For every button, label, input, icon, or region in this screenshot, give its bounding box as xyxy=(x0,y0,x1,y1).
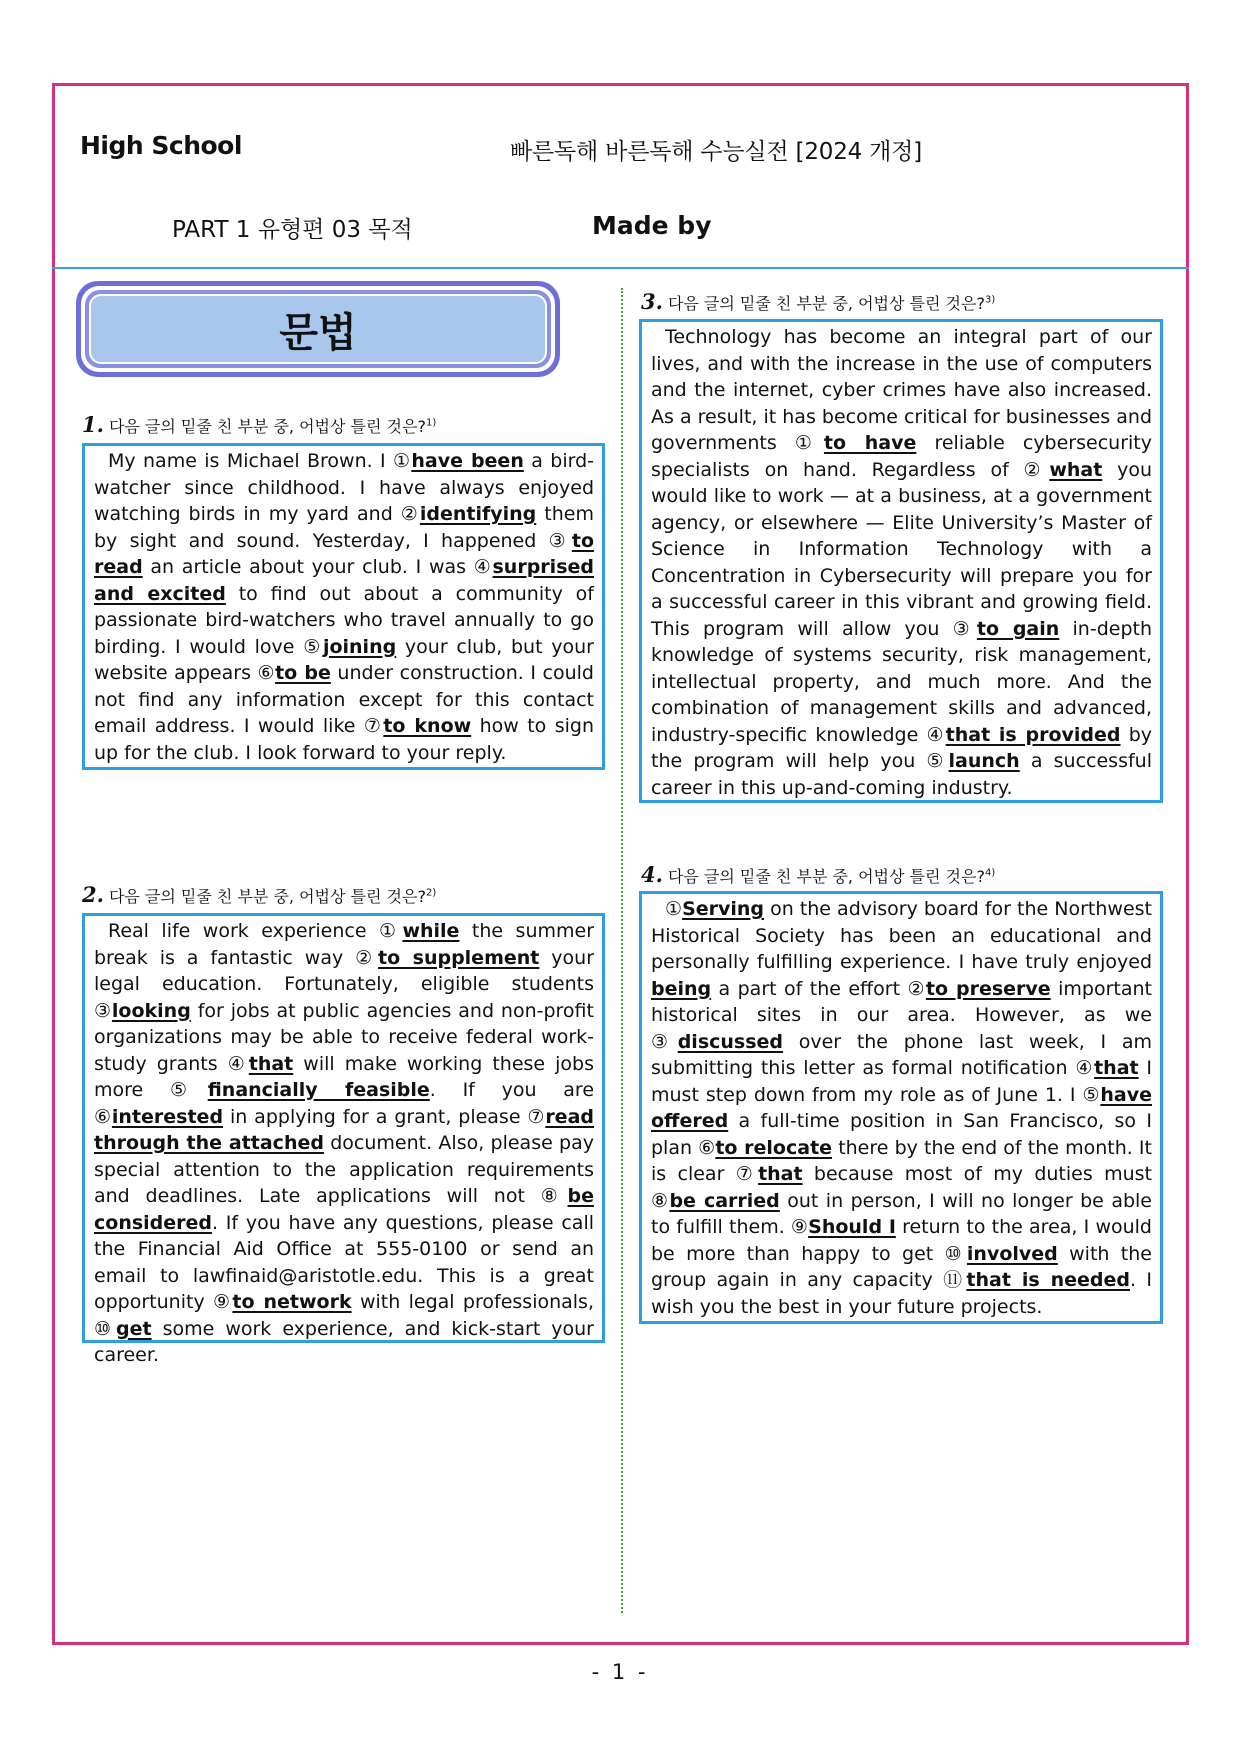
underlined-phrase: involved xyxy=(966,1242,1058,1265)
underlined-phrase: that xyxy=(758,1163,803,1185)
underlined-phrase: be carried xyxy=(669,1189,780,1212)
underlined-phrase: to know xyxy=(383,715,472,737)
passage-segment: the summer break is a fantastic way ② xyxy=(94,920,595,969)
section-badge xyxy=(76,281,560,377)
passage-segment: Technology has become an integral part of our lives, and with the increase in the use of computers and the internet, cyber crimes have also increased. As a result, it has become critical for businesses and governments ① xyxy=(651,326,1152,454)
underlined-phrase: discussed xyxy=(677,1030,784,1053)
passage-segment: because most of my duties must ⑧ xyxy=(651,1163,1152,1212)
underlined-phrase: to have xyxy=(823,432,917,454)
passage-segment: by the program will help you ⑤ xyxy=(651,723,1152,772)
school-label: High School xyxy=(80,131,242,160)
passage-segment: will make working these jobs more ⑤ xyxy=(94,1052,595,1101)
question-number: 4. xyxy=(641,862,663,887)
column-divider xyxy=(621,288,623,1613)
question-1-title xyxy=(82,412,436,437)
passage-segment: over the phone last week, I am submitting this letter as formal notification ④ xyxy=(651,1030,1152,1079)
book-title: 빠른독해 바른독해 수능실전 [2024 개정] xyxy=(510,139,922,165)
underlined-phrase: to read xyxy=(94,529,594,578)
underlined-phrase: launch xyxy=(948,750,1020,772)
passage-segment: with legal professionals, ⑩ xyxy=(94,1291,594,1340)
question-prompt: 다음 글의 밑줄 친 부분 중, 어법상 틀린 것은? xyxy=(667,867,985,886)
passage-segment: under construction. I could not find any information except for this contact email address. I would like ⑦ xyxy=(94,662,594,737)
passage-segment: there by the end of the month. It is clear ⑦ xyxy=(651,1136,1152,1185)
underlined-phrase: to preserve xyxy=(925,977,1051,1000)
question-2-passage xyxy=(82,913,605,1366)
passage-segment: Real life work experience ① xyxy=(108,920,403,942)
passage-segment: your club, but your website appears ⑥ xyxy=(94,635,594,684)
passage-segment: a part of the effort ② xyxy=(711,977,926,1000)
passage-text xyxy=(94,448,594,766)
underlined-phrase: identifying xyxy=(419,503,537,525)
underlined-phrase: to network xyxy=(232,1291,352,1313)
passage-segment: reliable cybersecurity specialists on hand. Regardless of ② xyxy=(651,432,1152,481)
passage-segment: in-depth knowledge of systems security, risk management, intellectual property, and much more. And the combination of management skills and advanced, industry-specific knowledge ④ xyxy=(651,617,1152,746)
question-number: 2. xyxy=(82,882,104,907)
question-prompt: 다음 글의 밑줄 친 부분 중, 어법상 틀린 것은? xyxy=(667,294,985,313)
underlined-phrase: Serving xyxy=(682,898,765,920)
passage-segment: some work experience, and kick-start your career. xyxy=(94,1317,594,1366)
passage-segment: in applying for a grant, please ⑦ xyxy=(223,1105,546,1128)
passage-segment: to find out about a community of passionate bird-watchers who travel annually to go birding. I would love ⑤ xyxy=(94,582,594,658)
passage-segment: . If you have any questions, please call the Financial Aid Office at 555-0100 or send an email to lawfinaid@aristotle.edu. This is a great opportunity ⑨ xyxy=(94,1211,594,1313)
underlined-phrase: to be xyxy=(275,662,331,684)
passage-segment: a bird-watcher since childhood. I have always enjoyed watching birds in my yard and ② xyxy=(94,450,594,525)
underlined-phrase: that is needed xyxy=(966,1269,1130,1291)
underlined-phrase: surprised and excited xyxy=(94,556,594,605)
underlined-phrase: get xyxy=(116,1317,152,1340)
passage-segment: with the group again in any capacity ⑪ xyxy=(651,1242,1152,1291)
passage-segment: . I wish you the best in your future projects. xyxy=(651,1269,1152,1318)
part-label: PART 1 유형편 03 목적 xyxy=(172,217,413,243)
passage-text xyxy=(651,324,1152,801)
underlined-phrase: that is provided xyxy=(945,723,1121,746)
underlined-phrase: being xyxy=(651,977,712,1000)
underlined-phrase: looking xyxy=(111,999,191,1022)
underlined-phrase: joining xyxy=(322,635,397,658)
passage-segment: an article about your club. I was ④ xyxy=(142,556,493,578)
passage-segment: them by sight and sound. Yesterday, I happened ③ xyxy=(94,503,595,552)
footnote-marker: 4) xyxy=(984,867,996,879)
underlined-phrase: what xyxy=(1049,458,1103,481)
underlined-phrase: have been xyxy=(411,450,524,472)
question-number: 1. xyxy=(82,412,104,437)
question-1-passage xyxy=(82,443,605,770)
underlined-phrase: be considered xyxy=(94,1185,594,1234)
passage-segment: I must step down from my role as of June 1. I ⑤ xyxy=(651,1057,1152,1106)
question-3-passage xyxy=(639,319,1163,803)
passage-text xyxy=(94,918,594,1369)
underlined-phrase: read through the attached xyxy=(94,1105,594,1154)
underlined-phrase: financially feasible xyxy=(207,1079,430,1101)
question-prompt: 다음 글의 밑줄 친 부분 중, 어법상 틀린 것은? xyxy=(108,417,426,436)
underlined-phrase: to relocate xyxy=(715,1136,833,1159)
passage-segment: your legal education. Fortunately, eligible students ③ xyxy=(94,946,595,1022)
passage-segment: how to sign up for the club. I look forward to your reply. xyxy=(94,715,594,764)
passage-segment: ① xyxy=(665,898,683,920)
underlined-phrase: while xyxy=(402,920,460,942)
footnote-marker: 2) xyxy=(425,887,437,899)
underlined-phrase: to supplement xyxy=(378,946,540,969)
passage-segment: My name is Michael Brown. I ① xyxy=(108,450,412,472)
question-prompt: 다음 글의 밑줄 친 부분 중, 어법상 틀린 것은? xyxy=(108,887,426,906)
underlined-phrase: Should I xyxy=(808,1216,896,1238)
passage-segment: for jobs at public agencies and non-profit organizations may be able to receive federal work-study grants ④ xyxy=(94,999,594,1075)
underlined-phrase: have offered xyxy=(651,1083,1152,1132)
passage-segment: you would like to work — at a business, at a government agency, or elsewhere — Elite University’s Master of Science in Information Technology with a Concentration in Cybersecurity will prepare you for a successful career in this vibrant and growing field. This program will allow you ③ xyxy=(651,458,1152,640)
passage-segment: a full-time position in San Francisco, so I plan ⑥ xyxy=(651,1110,1152,1159)
passage-segment: document. Also, please pay special attention to the application requirements and deadlines. Late applications will not ⑧ xyxy=(94,1132,595,1207)
underlined-phrase: that xyxy=(1094,1057,1139,1079)
made-by-label: Made by xyxy=(592,211,712,240)
question-4-title xyxy=(641,862,995,887)
passage-segment: on the advisory board for the Northwest Historical Society has been an educational and personally fulfilling experience. I have truly enjoyed xyxy=(651,898,1152,973)
underlined-phrase: to gain xyxy=(976,617,1060,640)
question-2-title xyxy=(82,882,436,907)
passage-segment: . If you are ⑥ xyxy=(94,1079,595,1128)
question-3-title xyxy=(641,289,995,314)
underlined-phrase: that xyxy=(248,1052,294,1075)
underlined-phrase: interested xyxy=(111,1105,224,1128)
passage-segment: important historical sites in our area. However, as we ③ xyxy=(651,977,1152,1053)
passage-segment: a successful career in this up-and-coming industry. xyxy=(651,750,1152,799)
page-number: - 1 - xyxy=(591,1660,649,1684)
question-number: 3. xyxy=(641,289,663,314)
section-title: 문법 xyxy=(89,294,547,364)
question-4-passage xyxy=(639,891,1163,1324)
header-divider xyxy=(52,267,1189,269)
footnote-marker: 1) xyxy=(425,417,437,429)
passage-segment: out in person, I will no longer be able to fulfill them. ⑨ xyxy=(651,1189,1152,1238)
passage-segment: return to the area, I would be more than happy to get ⑩ xyxy=(651,1216,1152,1265)
footnote-marker: 3) xyxy=(984,294,996,306)
passage-text xyxy=(651,896,1152,1320)
